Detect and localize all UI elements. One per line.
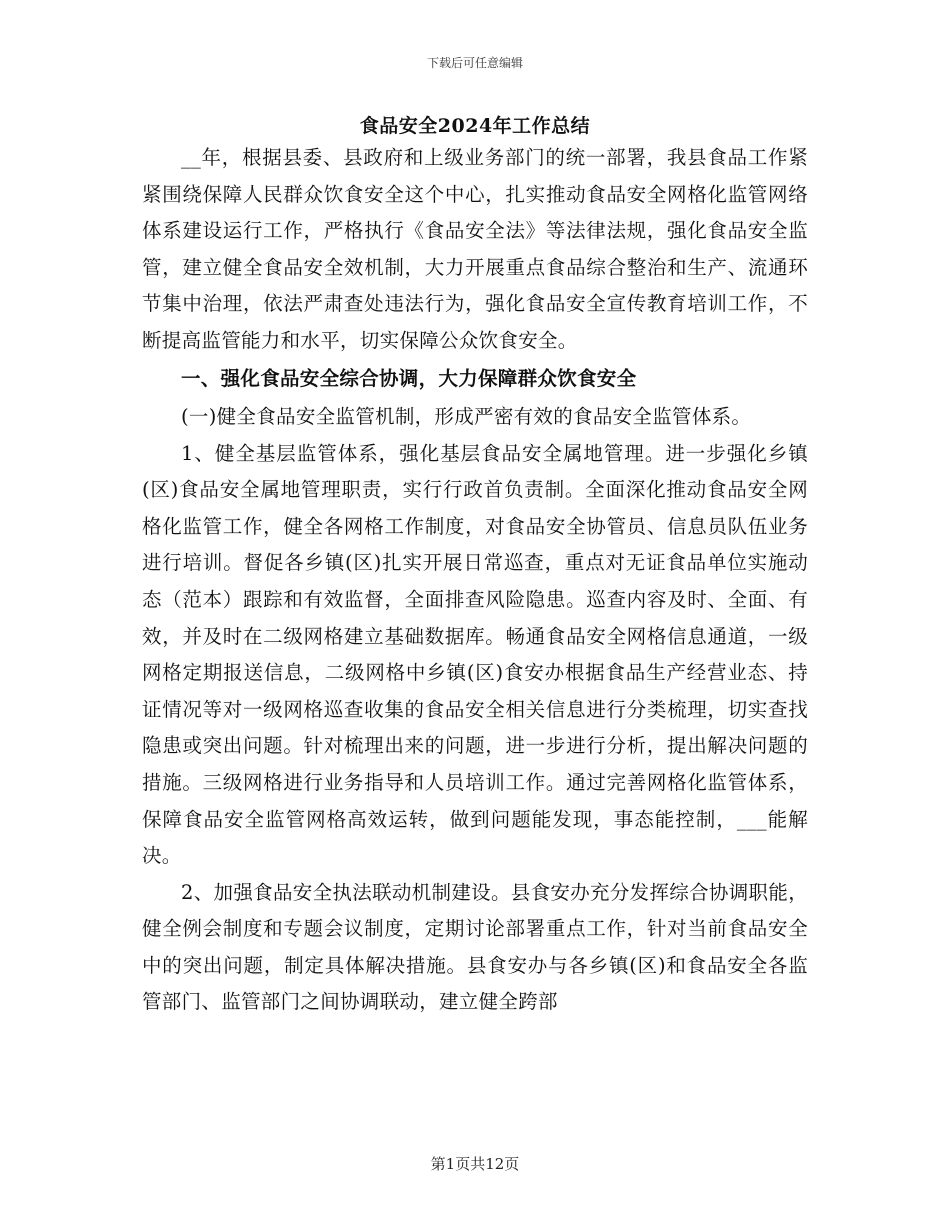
page-number-footer: 第1页共12页 — [430, 1155, 520, 1173]
document-title: 食品安全2024年工作总结 — [359, 115, 591, 137]
page-header-note: 下载后可任意编辑 — [426, 56, 523, 70]
subsection-heading-1: (一)健全食品安全监管机制，形成严密有效的食品安全监管体系。 — [181, 404, 752, 428]
paragraph-item-1: 1、健全基层监管体系，强化基层食品安全属地管理。进一步强化乡镇(区)食品安全属地管理职责，实行行政首负责制。全面深化推动食品安全网格化监管工作，健全各网格工作制度，对食品安全协管员、信息员队伍业务进行培训。督促各乡镇(区)扎实开展日常巡查，重点对无证食品单位实施动态（范本）跟踪和有效监督，全面排查风险隐患。巡查内容及时、全面、有效，并及时在二级网格建立基础数据库。畅通食品安全网格信息通道，一级网格定期报送信息，二级网格中乡镇(区)食安办根据食品生产经营业态、持证情况等对一级网格巡查收集的食品安全相关信息进行分类梳理，切实查找隐患或突出问题。针对梳理出来的问题，进一步进行分析，提出解决问题的措施。三级网格进行业务指导和人员培训工作。通过完善网格化监管体系，保障食品安全监管网格高效运转，做到问题能发现，事态能控制，___能解决。 — [142, 441, 808, 868]
intro-paragraph: __年，根据县委、县政府和上级业务部门的统一部署，我县食品工作紧紧围绕保障人民群众饮食安全这个中心，扎实推动食品安全网格化监管网络体系建设运行工作，严格执行《食品安全法》等法律法规，强化食品安全监管，建立健全食品安全效机制，大力开展重点食品综合整治和生产、流通环节集中治理，依法严肃查处违法行为，强化食品安全宣传教育培训工作，不断提高监管能力和水平，切实保障公众饮食安全。 — [142, 146, 808, 352]
document-body — [142, 112, 808, 1021]
section-heading-1: 一、强化食品安全综合协调，大力保障群众饮食安全 — [181, 366, 637, 390]
paragraph-item-2: 2、加强食品安全执法联动机制建设。县食安办充分发挥综合协调职能，健全例会制度和专题会议制度，定期讨论部署重点工作，针对当前食品安全中的突出问题，制定具体解决措施。县食安办与各乡镇(区)和食品安全各监管部门、监管部门之间协调联动，建立健全跨部 — [142, 880, 808, 1014]
